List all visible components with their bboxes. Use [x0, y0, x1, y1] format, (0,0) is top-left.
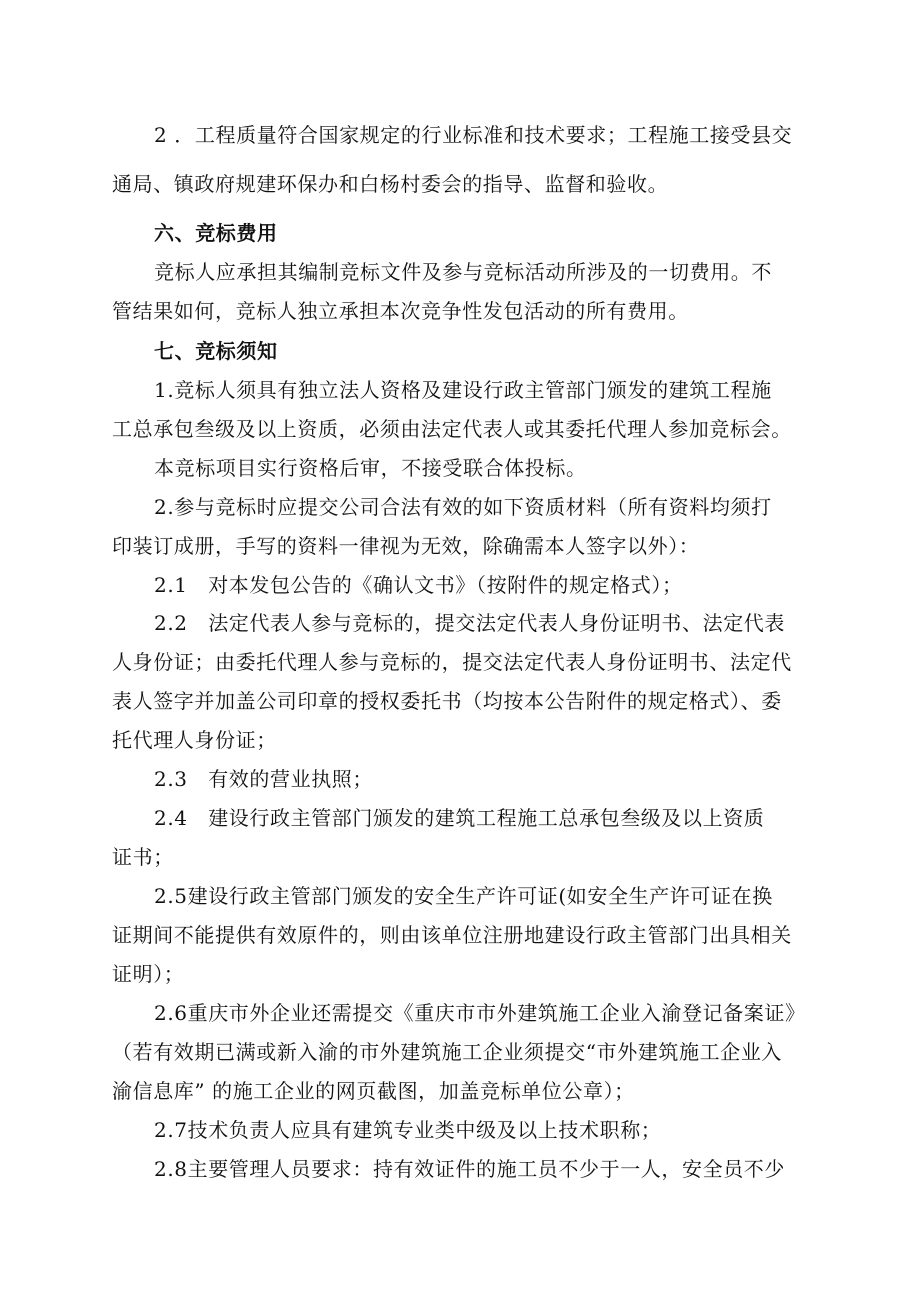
section-heading-bid-instructions: 七、竞标须知	[154, 339, 278, 363]
text-line: 2.4 建设行政主管部门颁发的建筑工程施工总承包叁级及以上资质	[154, 806, 765, 830]
section-heading-bid-fees: 六、竞标费用	[154, 221, 278, 245]
text-line: 表人签字并加盖公司印章的授权委托书（均按本公告附件的规定格式）、委	[112, 689, 782, 713]
text-line: 人身份证；由委托代理人参与竞标的，提交法定代表人身份证明书、法定代	[112, 650, 792, 674]
text-line: 印装订成册，手写的资料一律视为无效，除确需本人签字以外）：	[112, 534, 700, 558]
text-line: 竞标人应承担其编制竞标文件及参与竞标活动所涉及的一切费用。不	[154, 260, 772, 284]
text-line: 2.5建设行政主管部门颁发的安全生产许可证(如安全生产许可证在换	[154, 884, 773, 908]
text-line: 本竞标项目实行资格后审，不接受联合体投标。	[154, 456, 587, 480]
text-line: 管结果如何，竞标人独立承担本次竞争性发包活动的所有费用。	[112, 299, 689, 323]
text-line: 2.6重庆市外企业还需提交《重庆市市外建筑施工企业入渝登记备案证》	[154, 1001, 806, 1025]
text-line: 2.8主要管理人员要求：持有效证件的施工员不少于一人，安全员不少	[154, 1157, 786, 1181]
text-line: （若有效期已满或新入渝的市外建筑施工企业须提交“市外建筑施工企业入	[112, 1040, 783, 1064]
text-line: 证期间不能提供有效原件的，则由该单位注册地建设行政主管部门出具相关	[112, 923, 792, 947]
text-line: 证明）；	[112, 962, 185, 986]
text-line: 托代理人身份证；	[112, 728, 277, 752]
text-line: 证书；	[112, 845, 174, 869]
text-line: 2.7技术负责人应具有建筑专业类中级及以上技术职称；	[154, 1118, 662, 1142]
text-line: 2.1 对本发包公告的《确认文书》（按附件的规定格式）；	[154, 573, 683, 597]
text-line: 2.3 有效的营业执照；	[154, 767, 374, 791]
text-line: 工总承包叁级及以上资质，必须由法定代表人或其委托代理人参加竞标会。	[112, 417, 792, 441]
text-line: 2 ．工程质量符合国家规定的行业标准和技术要求；工程施工接受县交	[154, 123, 793, 147]
text-line: 2.参与竞标时应提交公司合法有效的如下资质材料（所有资料均须打	[154, 495, 772, 519]
text-line: 2.2 法定代表人参与竞标的，提交法定代表人身份证明书、法定代表	[154, 611, 786, 635]
text-line: 1.竞标人须具有独立法人资格及建设行政主管部门颁发的建筑工程施	[154, 378, 772, 402]
text-line: 渝信息库” 的施工企业的网页截图，加盖竞标单位公章）；	[112, 1079, 635, 1103]
text-line: 通局、镇政府规建环保办和白杨村委会的指导、监督和验收。	[112, 172, 669, 196]
